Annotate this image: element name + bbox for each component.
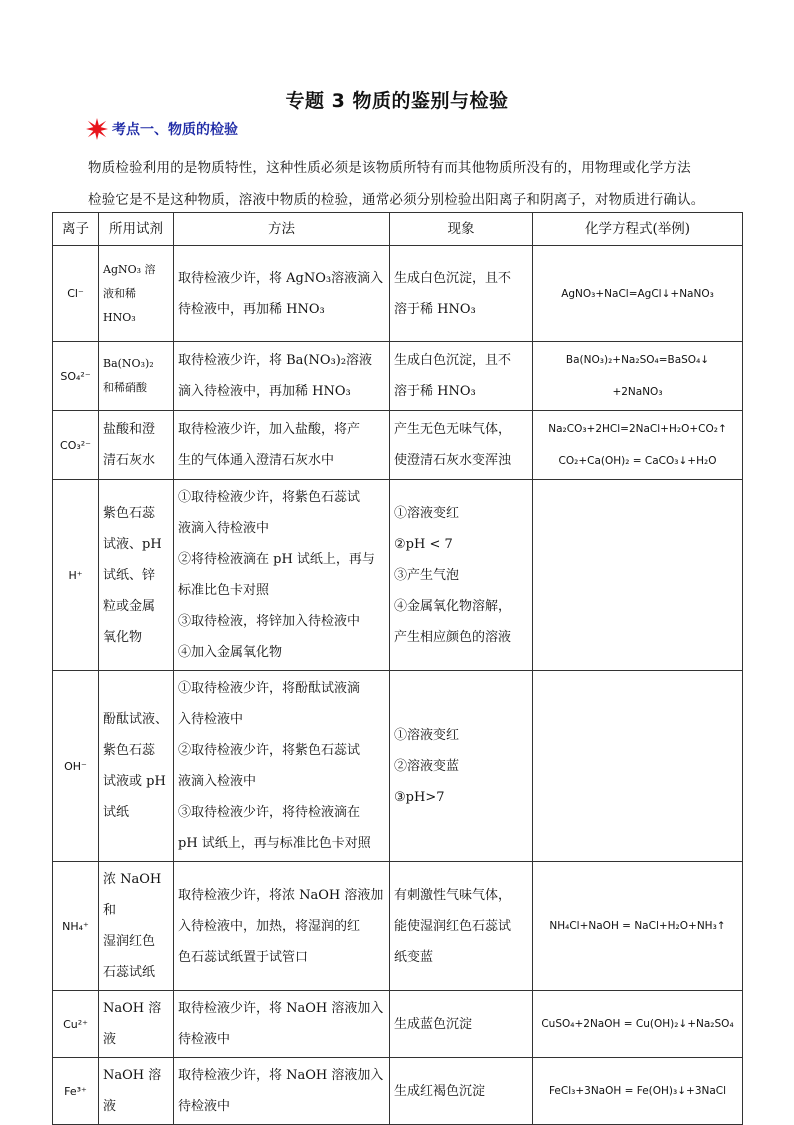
method-cell-line: 色石蕊试纸置于试管口	[178, 949, 309, 965]
equation-cell	[533, 342, 743, 411]
reagent-cell-line: 试纸、锌	[103, 567, 156, 583]
reagent-cell-line: AgNO₃ 溶	[103, 262, 156, 276]
reagent-cell	[99, 1058, 174, 1125]
table-row	[53, 1058, 743, 1125]
method-cell-line: 液滴入待检液中	[178, 521, 270, 536]
ion-cell: Cl⁻	[53, 246, 99, 342]
table-row	[53, 480, 743, 671]
method-cell-line: ①取待检液少许，将酚酞试液滴	[178, 681, 361, 696]
method-cell-line: 待检液中	[178, 1099, 231, 1114]
phenomenon-cell-line: 产生相应颜色的溶液	[394, 629, 512, 645]
method-cell-line: ④加入金属氧化物	[178, 645, 283, 660]
method-cell-line: 待检液中	[178, 1032, 231, 1047]
reagent-cell-line: 石蕊试纸	[103, 965, 156, 980]
reagent-cell	[99, 411, 174, 480]
method-cell	[174, 991, 390, 1058]
reagent-cell-line: NaOH 溶液	[103, 1001, 162, 1047]
reagent-cell	[99, 342, 174, 411]
phenomenon-cell-line: 溶于稀 HNO₃	[394, 384, 476, 399]
equation-cell-line: CuSO₄+2NaOH = Cu(OH)₂↓+Na₂SO₄	[541, 1018, 734, 1030]
method-cell-line: 标准比色卡对照	[178, 583, 270, 598]
phenomenon-cell-line: ①溶液变红	[394, 727, 460, 743]
reagent-cell	[99, 480, 174, 671]
equation-cell-line: Na₂CO₃+2HCl=2NaCl+H₂O+CO₂↑	[548, 423, 727, 435]
method-cell-line: 取待检液少许，将 Ba(NO₃)₂溶液	[178, 353, 373, 368]
method-cell-line: 取待检液少许，将浓 NaOH 溶液加	[178, 887, 384, 903]
method-cell-line: ②将待检液滴在 pH 试纸上，再与	[178, 552, 375, 567]
table-row	[53, 991, 743, 1058]
ion-cell: Cu²⁺	[53, 991, 99, 1058]
equation-cell	[533, 671, 743, 862]
reagent-cell-line: 试液、pH	[103, 536, 162, 552]
ion-cell: OH⁻	[53, 671, 99, 862]
equation-cell-line: FeCl₃+3NaOH = Fe(OH)₃↓+3NaCl	[548, 1085, 727, 1097]
header-phenomenon: 现象	[390, 213, 533, 246]
reagent-cell	[99, 862, 174, 991]
method-cell-line: 入待检液中，加热，将湿润的红	[178, 918, 361, 934]
ion-cell: SO₄²⁻	[53, 342, 99, 411]
reagent-cell-line: 粒或金属	[103, 598, 156, 614]
phenomenon-cell-line: 产生无色无味气体，	[394, 422, 512, 437]
reagent-cell-line: 试液或 pH	[103, 774, 166, 789]
method-cell-line: ③取待检液，将锌加入待检液中	[178, 614, 361, 629]
header-method: 方法	[174, 213, 390, 246]
phenomenon-cell	[390, 671, 533, 862]
phenomenon-cell-line: ③pH>7	[394, 789, 445, 805]
reagent-cell-line: NaOH 溶液	[103, 1068, 162, 1114]
reagent-cell-line: 清石灰水	[103, 453, 156, 468]
table-header-row	[53, 213, 743, 246]
method-cell	[174, 1058, 390, 1125]
method-cell	[174, 671, 390, 862]
phenomenon-cell-line: ④金属氧化物溶解，	[394, 598, 512, 614]
header-reagent: 所用试剂	[99, 213, 174, 246]
phenomenon-cell	[390, 1058, 533, 1125]
phenomenon-cell	[390, 246, 533, 342]
reagent-cell-line: 紫色石蕊	[103, 743, 156, 758]
method-cell	[174, 246, 390, 342]
equation-cell-line: AgNO₃+NaCl=AgCl↓+NaNO₃	[561, 287, 714, 300]
equation-cell-line: Ba(NO₃)₂+Na₂SO₄=BaSO₄↓	[565, 354, 710, 366]
ion-test-table	[52, 212, 743, 1125]
method-cell-line: 生的气体通入澄清石灰水中	[178, 453, 335, 468]
method-cell-line: 取待检液少许，加入盐酸，将产	[178, 422, 361, 437]
ion-cell: CO₃²⁻	[53, 411, 99, 480]
reagent-cell-line: 液和稀	[103, 286, 136, 300]
reagent-cell-line: HNO₃	[103, 310, 136, 324]
reagent-cell-line: 试纸	[103, 805, 130, 820]
phenomenon-cell-line: 生成白色沉淀，且不	[394, 270, 512, 286]
phenomenon-cell-line: 纸变蓝	[394, 949, 434, 965]
page-title: 专题 3 物质的鉴别与检验	[285, 90, 509, 112]
intro-line-2: 检验它是不是这种物质，溶液中物质的检验，通常必须分别检验出阳离子和阴离子，对物质进行确认。	[88, 192, 705, 208]
table-row	[53, 246, 743, 342]
phenomenon-cell-line: ②pH < 7	[394, 536, 453, 552]
ion-cell: H⁺	[53, 480, 99, 671]
method-cell	[174, 862, 390, 991]
equation-cell	[533, 991, 743, 1058]
phenomenon-cell-line: 生成红褐色沉淀	[394, 1083, 486, 1099]
table-row	[53, 342, 743, 411]
phenomenon-cell-line: 有刺激性气味气体，	[394, 887, 512, 903]
table-row	[53, 411, 743, 480]
intro-line-1: 物质检验利用的是物质特性，这种性质必须是该物质所特有而其他物质所没有的，用物理或化学方法	[88, 160, 691, 176]
method-cell-line: 入待检液中	[178, 712, 244, 727]
phenomenon-cell-line: ③产生气泡	[394, 567, 460, 583]
reagent-cell	[99, 246, 174, 342]
phenomenon-cell-line: ①溶液变红	[394, 505, 460, 521]
reagent-cell-line: 氧化物	[103, 629, 143, 645]
equation-cell	[533, 411, 743, 480]
phenomenon-cell	[390, 862, 533, 991]
method-cell	[174, 480, 390, 671]
reagent-cell-line: 酚酞试液、	[103, 712, 169, 727]
phenomenon-cell-line: 生成蓝色沉淀	[394, 1016, 473, 1032]
method-cell	[174, 342, 390, 411]
phenomenon-cell-line: 能使湿润红色石蕊试	[394, 918, 512, 934]
phenomenon-cell-line: 使澄清石灰水变浑浊	[394, 453, 512, 468]
ion-cell: NH₄⁺	[53, 862, 99, 991]
reagent-cell-line: 和稀硝酸	[103, 381, 147, 394]
equation-cell	[533, 1058, 743, 1125]
phenomenon-cell	[390, 480, 533, 671]
method-cell-line: 取待检液少许，将 AgNO₃溶液滴入	[178, 270, 384, 286]
table-row	[53, 862, 743, 991]
section-label: 考点一、物质的检验	[112, 122, 238, 138]
method-cell-line: pH 试纸上，再与标准比色卡对照	[178, 836, 371, 851]
method-cell-line: 取待检液少许，将 NaOH 溶液加入	[178, 1068, 384, 1083]
method-cell-line: ②取待检液少许，将紫色石蕊试	[178, 743, 361, 758]
method-cell-line: 滴入待检液中，再加稀 HNO₃	[178, 384, 351, 399]
phenomenon-cell	[390, 342, 533, 411]
reagent-cell	[99, 991, 174, 1058]
header-ion: 离子	[53, 213, 99, 246]
reagent-cell-line: 紫色石蕊	[103, 505, 156, 521]
header-equation: 化学方程式(举例)	[533, 213, 743, 246]
reagent-cell-line: Ba(NO₃)₂	[103, 357, 154, 370]
method-cell-line: 液滴入检液中	[178, 774, 257, 789]
equation-cell	[533, 862, 743, 991]
reagent-cell	[99, 671, 174, 862]
phenomenon-cell-line: 溶于稀 HNO₃	[394, 301, 476, 317]
phenomenon-cell	[390, 411, 533, 480]
equation-cell	[533, 480, 743, 671]
method-cell-line: 取待检液少许，将 NaOH 溶液加入	[178, 1001, 384, 1016]
method-cell-line: ③取待检液少许，将待检液滴在	[178, 805, 361, 820]
equation-cell-line: +2NaNO₃	[612, 386, 663, 398]
method-cell-line: ①取待检液少许，将紫色石蕊试	[178, 490, 361, 505]
method-cell	[174, 411, 390, 480]
reagent-cell-line: 浓 NaOH和	[103, 872, 162, 918]
phenomenon-cell-line: ②溶液变蓝	[394, 758, 460, 774]
method-cell-line: 待检液中，再加稀 HNO₃	[178, 301, 325, 317]
reagent-cell-line: 湿润红色	[103, 934, 156, 949]
red-star-icon	[86, 118, 108, 140]
table-row	[53, 671, 743, 862]
phenomenon-cell-line: 生成白色沉淀，且不	[394, 353, 512, 368]
reagent-cell-line: 盐酸和澄	[103, 422, 156, 437]
equation-cell-line: CO₂+Ca(OH)₂ = CaCO₃↓+H₂O	[558, 455, 717, 467]
section-heading	[88, 117, 238, 141]
phenomenon-cell	[390, 991, 533, 1058]
equation-cell-line: NH₄Cl+NaOH = NaCl+H₂O+NH₃↑	[549, 920, 726, 932]
equation-cell	[533, 246, 743, 342]
ion-cell: Fe³⁺	[53, 1058, 99, 1125]
